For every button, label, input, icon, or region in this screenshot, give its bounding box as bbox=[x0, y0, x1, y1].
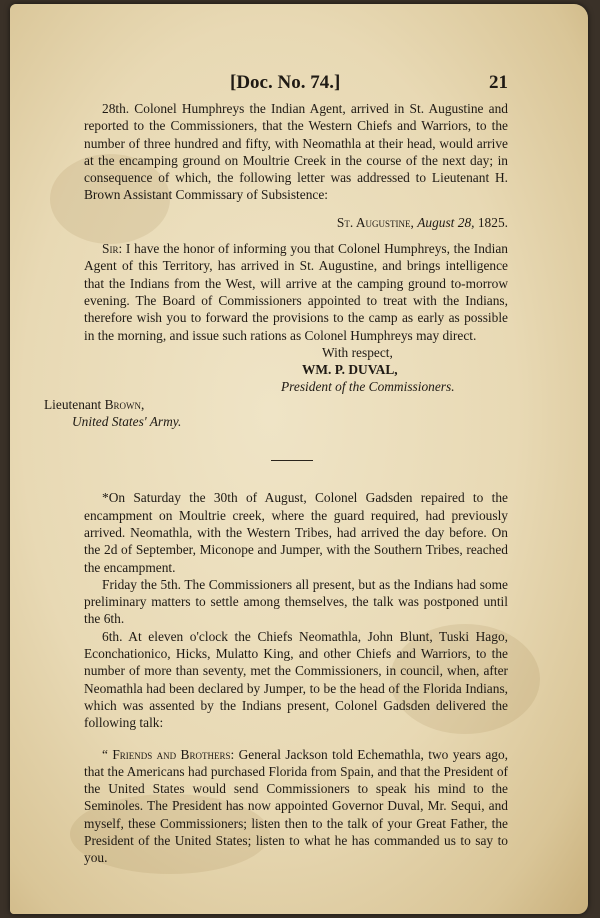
letter-date: August 28, bbox=[417, 214, 475, 230]
page-number: 21 bbox=[489, 72, 508, 93]
addressee-rank: Lieutenant bbox=[44, 396, 102, 412]
letter-closing: With respect, bbox=[322, 344, 393, 360]
page-content bbox=[44, 72, 509, 867]
section-divider bbox=[271, 460, 313, 461]
paragraph-friday-5th: Friday the 5th. The Commissioners all present, but as the Indians had some preliminary matters to settle among themselves, the talk was postponed until the 6th. bbox=[84, 576, 508, 627]
talk-opening: “ Friends and Brothers: bbox=[102, 746, 235, 762]
paragraph-6th: 6th. At eleven o'clock the Chiefs Neomathla, John Blunt, Tuski Hago, Econchationico, Hicks, Mulatto King, and other Chiefs and Warriors, to the number of more than seventy, met the Commissioners, in council, when, after Neomathla had been declared by Jumper, to be the head of the Florida Indians, which was assented by the Indians present, Colonel Gadsden delivered the following talk: bbox=[84, 628, 508, 731]
talk-paragraph bbox=[84, 746, 508, 867]
letter-signature-title: President of the Commissioners. bbox=[281, 379, 455, 395]
letter-place: St. Augustine, bbox=[336, 214, 414, 230]
letter-salutation: Sir: bbox=[102, 241, 123, 257]
letter-body: I have the honor of informing you that Colonel Humphreys, the Indian Agent of this Territory, has arrived in St. Augustine, and brings intelligence that the Indians from the West, will arrive at the camping ground to-morrow evening. The Board of Commissioners appointed to treat with the Indians, therefore wish you to forward the provisions to the camp as early as possible in the morning, and issue such rations as Colonel Humphreys may direct. bbox=[84, 241, 508, 343]
talk-body: General Jackson told Echemathla, two years ago, that the Americans had purchased Florida from Spain, and that the President of the United States would send Commissioners to speak his mind to the Seminoles. The President has now appointed Governor Duval, Mr. Sequi, and myself, these Commissioners; listen then to the talk of your Great Father, the President of the United States; listen to what he has commanded us to say to you. bbox=[84, 746, 509, 866]
letter-addressee bbox=[44, 396, 508, 413]
addressee-unit: United States' Army. bbox=[72, 414, 182, 430]
letter-dateline bbox=[84, 214, 508, 231]
letter-year: 1825. bbox=[477, 214, 508, 230]
letter-body-paragraph bbox=[84, 240, 508, 344]
page-header bbox=[84, 72, 508, 100]
paragraph-28th: 28th. Colonel Humphreys the Indian Agent, arrived in St. Augustine and reported to the Commissioners, that the Western Chiefs and Warriors, to the number of three hundred and fifty, with Neomathla at their head, would arrive at the encamping ground on Moultrie Creek in the course of the next day; in consequence of which, the following letter was addressed to Lieutenant H. Brown Assistant Commissary of Subsistence: bbox=[84, 101, 508, 203]
letter-signature: WM. P. DUVAL, bbox=[302, 362, 398, 378]
document-number: [Doc. No. 74.] bbox=[230, 72, 341, 93]
addressee-name: Brown, bbox=[104, 396, 145, 412]
paragraph-30th-august: *On Saturday the 30th of August, Colonel Gadsden repaired to the encampment on Moultrie creek, where the guard required, had previously arrived. Neomathla, with the Western Tribes, had arrived the day before. On the 2d of September, Miconope and Jumper, with the Southern Tribes, reached the encampment. bbox=[84, 490, 508, 575]
